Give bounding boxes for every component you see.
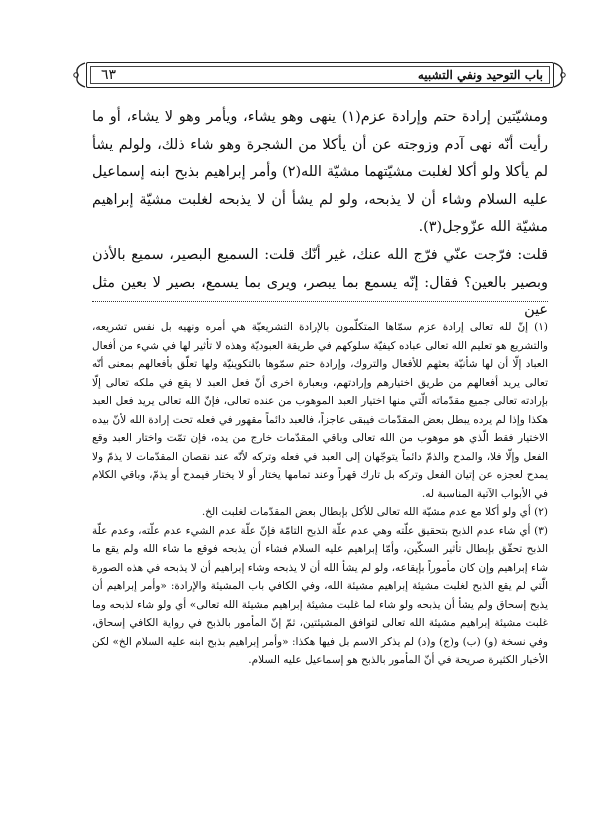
header-ornament-left-icon <box>70 61 86 89</box>
paragraph: قلت: فرّجت عنّي فرّج الله عنك، غير أنّك قلت: السميع البصير، سميع بالأذن وبصير بالعين؟ فقال: إنّه يسمع بما يبصر، ويرى بما يسمع، بصير لا بعين مثل عين <box>92 246 548 319</box>
footnotes <box>92 318 548 670</box>
main-text <box>92 104 548 325</box>
footnote-divider <box>92 301 548 302</box>
footnote-1: (١) إنّ لله تعالى إرادة عزم سمّاها المتكلّمون بالإرادة التشريعيّة هي أمره ونهيه بل نفس تشريعه، والتشريع هو تعليم الله تعالى عباده كيفيّة سلوكهم في طريقة العبوديّة وهذه لا تأثير لها في شيء من أفعال العباد إلّا أن لها شأنيّة بعثهم للأفعال والتروك، وإرادة حتم سمّوها بالتكوينيّة ولها تعلّق بأفعالهم بمعنى أنّه تعالى يريد أفعالهم من طريق اختيارهم وإرادتهم، وبعبارة اخرى أنّ فعل العبد لا يقع في ملكه تعالى إلّا بإرادته تعالى جميع مقدّماته الّتي منها اختيار العبد الموهوب من عنده تعالى، فإنّ الله تعالى يريد فعل العبد هكذا وإذا لم يرده يبطل بعض المقدّمات فيبقى عاجزاً، فالعبد دائماً مقهور في فعله تحت إرادة الله لأنّ بيده الاختيار فقط الّذي هو موهوب من الله تعالى وباقي المقدّمات خارج من يده، فإن تمّت واختار العبد وقع الفعل وإلّا فلا، والمدح والذمّ دائماً يتوجّهان إلى العبد في فعله وتركه لأنّه عند نقصان المقدّمات لا يذمّ ولا يمدح لعجزه عن إتيان الفعل وتركه بل تارك قهراً وعند تمامها يختار أو لا يختار فيمدح أو يذمّ، وباقي الكلام في الأبواب الآتية المناسبة له. <box>92 321 548 500</box>
footnote-3: (٣) أي شاء عدم الذبح بتحقيق علّته وهي عدم علّة الذبح التامّة فإنّ علّة عدم الشيء عدم علّته، وعدم علّة الذبح تحقّق بإبطال تأثير السكّين، وأمّا إبراهيم عليه السلام فشاء أن يذبحه فوقع ما شاء الله ولم يقع ما شاء إبراهيم وإن كان مأموراً بإيقاعه، ولو لم يشأ الله أن لا يذبحه وشاء إبراهيم أن لا يذبحه في هذه الصورة الّتي لم يقع الذبح لغلبت مشيئة إبراهيم مشيئة الله، وفي الكافي باب المشيئة والإرادة: «وأمر إبراهيم أن يذبح إسحاق ولم يشأ أن يذبحه ولو شاء لما غلبت مشيئة إبراهيم مشيئة الله تعالى» أي ولو شاء لذبحه وما غلبت مشيئة إبراهيم مشيئة الله تعالى لتوافق المشيئتين، ثمّ إنّ المأمور بالذبح في رواية الكافي إسحاق، وفي نسخة (و) (ب) و(ج) و(د) لم يذكر الاسم بل فيها هكذا: «وأمر إبراهيم بذبح ابنه عليه السلام الخ» لكن الأخبار الكثيرة صريحة في أنّ المأمور بالذبح هو إسماعيل عليه السلام. <box>92 524 548 666</box>
footnote-2: (٢) أي ولو أكلا مع عدم مشيّة الله تعالى للأكل بإبطال بعض المقدّمات لغلبت الخ. <box>201 506 548 518</box>
page-number: ٦٣ <box>101 67 117 83</box>
running-header <box>86 62 554 88</box>
header-ornament-right-icon <box>553 61 569 89</box>
running-title: باب التوحيد ونفي التشبيه <box>417 68 543 82</box>
paragraph: ومشيّتين إرادة حتم وإرادة عزم(١) ينهى وهو يشاء، ويأمر وهو لا يشاء، أو ما رأيت أنّه نهى آدم وزوجته عن أن يأكلا من الشجرة وهو شاء ذلك، ولولم يشأ لم يأكلا ولو أكلا لغلبت مشيّتهما مشيّة الله(٢) وأمر إبراهيم بذبح ابنه إسماعيل عليه السلام وشاء أن لا يذبحه، ولو لم يشأ أن لا يذبحه لغلبت مشيّة إبراهيم مشيّة الله عزّوجل(٣). <box>92 109 548 236</box>
